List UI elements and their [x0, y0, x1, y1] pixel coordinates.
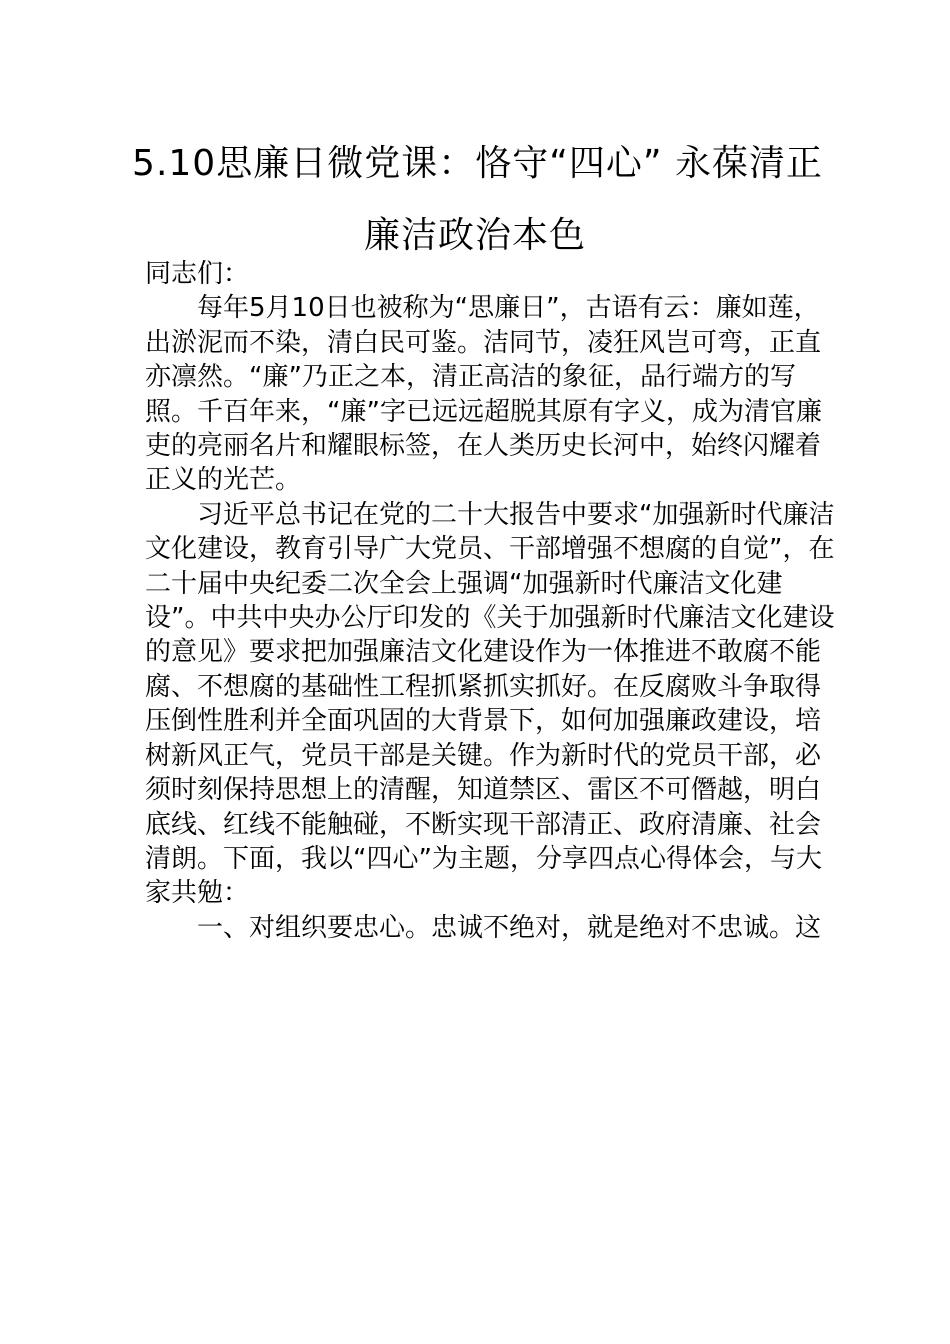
title-line-2: 廉洁政治本色 [363, 215, 586, 256]
paragraph-intro: 每年5月10日也被称为“思廉日”，古语有云：廉如莲，出淤泥而不染，清白民可鉴。洁同节，凌狂风岂可弯，正直亦凛然。“廉”乃正之本，清正高洁的象征，品行端方的写照。千百年来，“廉”字已远远超脱其原有字义，成为清官廉吏的亮丽名片和耀眼标签，在人类历史长河中，始终闪耀着正义的光芒。 [145, 293, 822, 496]
paragraph-point-one: 一、对组织要忠心。忠诚不绝对，就是绝对不忠诚。这 [197, 912, 822, 943]
salutation: 同志们： [145, 259, 250, 289]
document-title [0, 128, 950, 272]
title-line-1: 5.10思廉日微党课：恪守“四心” 永葆清正 [132, 143, 823, 184]
paragraph-policy: 习近平总书记在党的二十大报告中要求“加强新时代廉洁文化建设，教育引导广大党员、干部增强不想腐的自觉”，在二十届中央纪委二次全会上强调“加强新时代廉洁文化建设”。中共中央办公厅印发的《关于加强新时代廉洁文化建设的意见》要求把加强廉洁文化建设作为一体推进不敢腐不能腐、不想腐的基础性工程抓紧抓实抓好。在反腐败斗争取得压倒性胜利并全面巩固的大背景下，如何加强廉政建设，培树新风正气，党员干部是关键。作为新时代的党员干部，必须时刻保持思想上的清醒，知道禁区、雷区不可僭越，明白底线、红线不能触碰，不断实现干部清正、政府清廉、社会清朗。下面，我以“四心”为主题，分享四点心得体会，与大家共勉： [145, 499, 835, 909]
document-body [145, 257, 835, 945]
